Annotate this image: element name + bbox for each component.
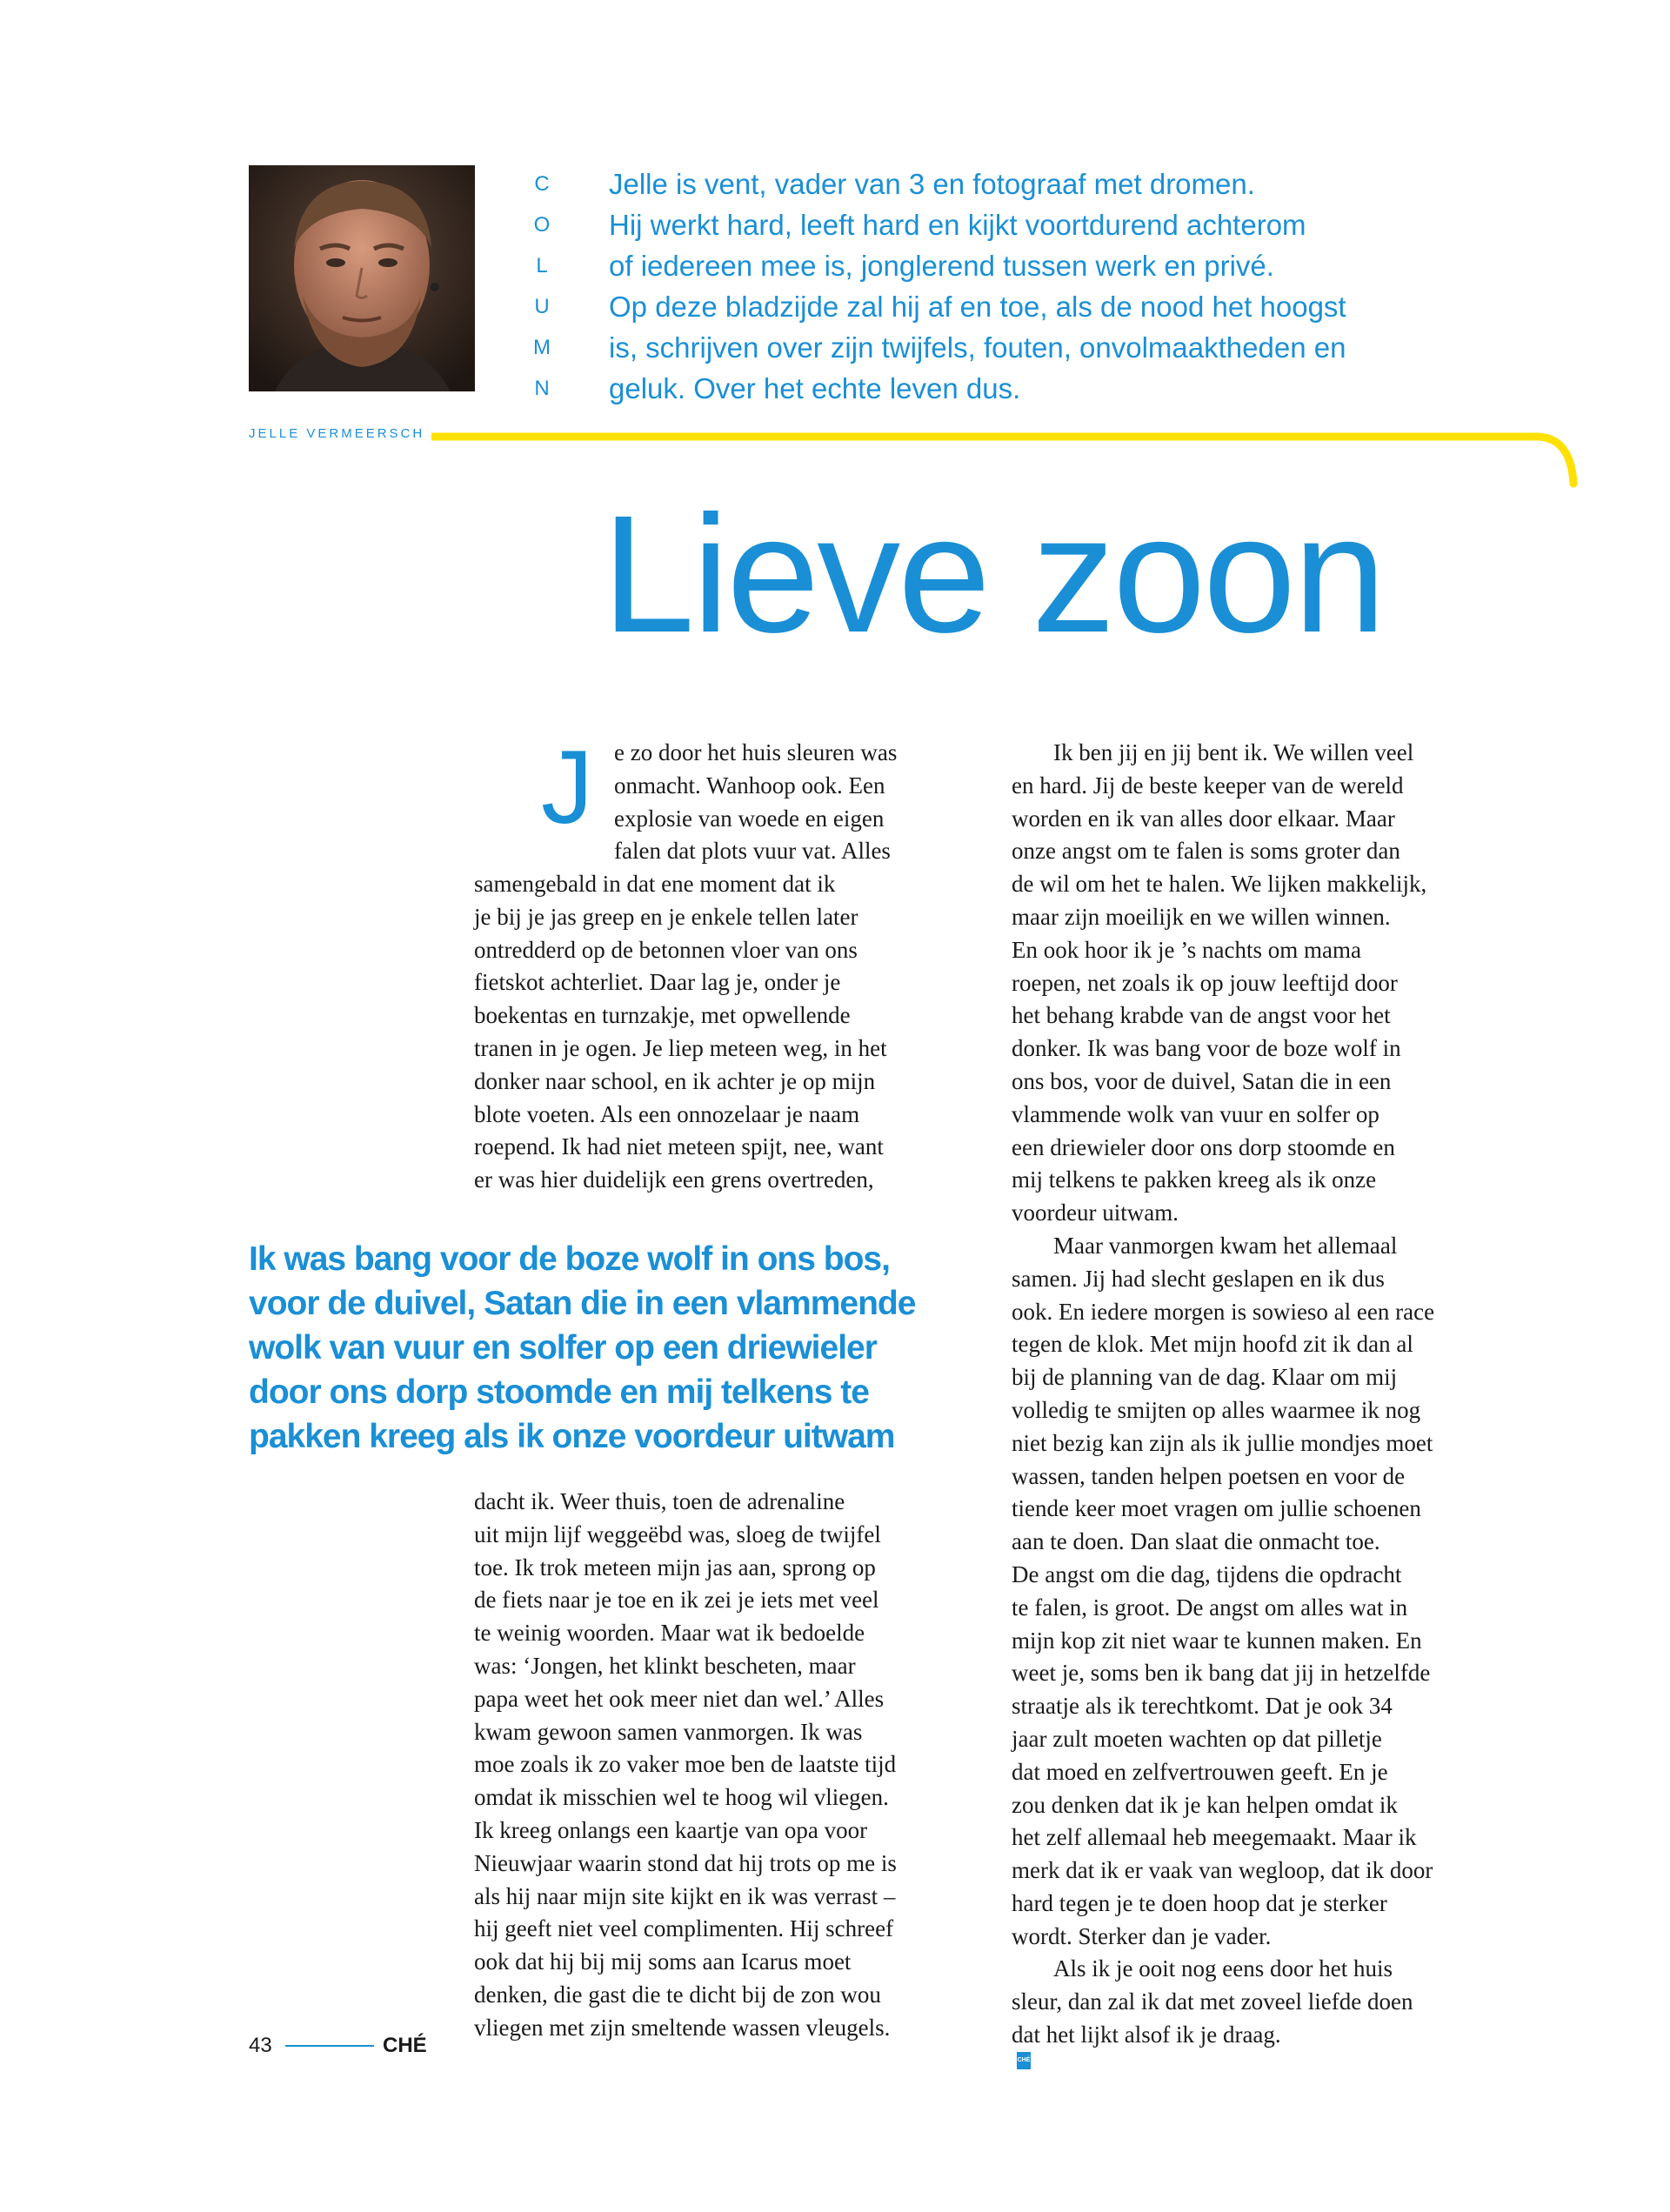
article-headline: Lieve zoon [602,480,1384,667]
pull-quote-line: voor de duivel, Satan die in een vlammende [249,1285,916,1322]
body-line: donker naar school, en ik achter je op mijn [474,1067,876,1094]
body-line: mij telkens te pakken kreeg als ik onze [1012,1166,1377,1193]
body-line: explosie van woede en eigen [614,805,885,832]
body-line: roepen, net zoals ik op jouw leeftijd door [1012,969,1398,996]
body-line: uit mijn lijf weggeëbd was, sloeg de twijfel [474,1520,881,1547]
body-line: ontredderd op de betonnen vloer van ons [474,936,858,963]
column-letter: N [534,377,550,400]
body-line: maar zijn moeilijk en we willen winnen. [1012,903,1391,930]
body-line: te weinig woorden. Maar wat ik bedoelde [474,1620,865,1647]
body-line: kwam gewoon samen vanmorgen. Ik was [474,1718,863,1745]
body-line: samengebald in dat ene moment dat ik [474,871,836,897]
column-letter: M [533,336,551,359]
body-line: falen dat plots vuur vat. Alles [614,838,891,865]
body-line: Maar vanmorgen kwam het allemaal [1053,1232,1398,1259]
body-line: dacht ik. Weer thuis, toen de adrenaline [474,1488,845,1514]
magazine-name: CHÉ [383,2034,427,2057]
body-line: ons bos, voor de duivel, Satan die in een [1012,1067,1392,1094]
left-column-dropcap-lines [614,737,897,868]
body-line: De angst om die dag, tijdens die opdracht [1012,1560,1402,1587]
body-line: de fiets naar je toe en ik zei je iets met veel [474,1587,879,1614]
pull-quote [249,1237,1032,1459]
body-line: tegen de klok. Met mijn hoofd zit ik dan al [1012,1331,1413,1358]
body-line: omdat ik misschien wel te hoog wil vliegen. [474,1784,889,1811]
body-line: merk dat ik er vaak van wegloop, dat ik door [1012,1857,1433,1884]
footer-divider [285,2045,374,2047]
body-line: tiende keer moet vragen om jullie schoenen [1012,1495,1421,1522]
body-line: het zelf allemaal heb meegemaakt. Maar ik [1012,1824,1417,1851]
body-line: Als ik je ooit nog eens door het huis [1053,1955,1393,1982]
intro-line: Hij werkt hard, leeft hard en kijkt voortdurend achterom [609,209,1306,241]
body-line: hard tegen je te doen hoop dat je sterker [1012,1889,1387,1916]
right-column [1012,737,1434,2069]
pull-quote-line: Ik was bang voor de boze wolf in ons bos, [249,1240,890,1278]
column-letter: L [536,254,548,277]
body-line: sleur, dan zal ik dat met zoveel liefde doen [1012,1988,1413,2015]
body-line: je bij je jas greep en je enkele tellen later [474,903,858,930]
body-line: En ook hoor ik je ’s nachts om mama [1012,936,1361,963]
body-line: onze angst om te falen is soms groter dan [1012,838,1400,865]
intro-line: geluk. Over het echte leven dus. [609,372,1021,404]
body-line: en hard. Jij de beste keeper van de wereld [1012,772,1404,799]
body-line: e zo door het huis sleuren was [614,739,898,765]
page-number: 43 [249,2034,272,2057]
body-line: aan te doen. Dan slaat die onmacht toe. [1012,1528,1380,1555]
body-line: als hij naar mijn site kijkt en ik was verrast – [474,1882,896,1909]
body-line: bij de planning van de dag. Klaar om mij [1012,1364,1398,1391]
body-line: straatje als ik terechtkomt. Dat je ook 34 [1012,1693,1393,1720]
body-line: blote voeten. Als een onnozelaar je naam [474,1100,860,1127]
intro-line: Jelle is vent, vader van 3 en fotograaf met dromen. [609,168,1255,200]
body-line: vlammende wolk van vuur en solfer op [1012,1100,1379,1127]
intro-line: Op deze bladzijde zal hij af en toe, als de nood het hoogst [609,291,1346,323]
body-line: fietskot achterliet. Daar lag je, onder je [474,969,841,996]
column-intro [609,164,1461,409]
pull-quote-line: door ons dorp stoomde en mij telkens te [249,1373,869,1411]
body-line: ook. En iedere morgen is sowieso al een race [1012,1298,1435,1325]
body-line: te falen, is groot. De angst om alles wat in [1012,1594,1408,1621]
author-name: JELLE VERMEERSCH [249,426,425,441]
column-letter: O [533,213,551,237]
pull-quote-line: wolk van vuur en solfer op een driewieler [249,1329,877,1367]
intro-line: is, schrijven over zijn twijfels, fouten, onvolmaaktheden en [609,331,1346,364]
body-line: volledig te smijten op alles waarmee ik nog [1012,1396,1421,1423]
left-column-bottom [474,1486,897,2045]
body-line: vliegen met zijn smeltende wassen vleugels. [474,2014,891,2041]
body-line: dat moed en zelfvertrouwen geeft. En je [1012,1758,1388,1785]
body-line: voordeur uitwam. [1012,1200,1179,1226]
left-column-top [474,868,887,1197]
body-line: Ik ben jij en jij bent ik. We willen veel [1053,739,1414,765]
body-line: was: ‘Jongen, het klinkt bescheten, maar [474,1652,856,1679]
body-line: Nieuwjaar waarin stond dat hij trots op me is [474,1849,897,1876]
portrait-image [249,165,475,391]
body-line: jaar zult moeten wachten op dat pilletje [1012,1725,1382,1752]
author-portrait [249,165,475,391]
body-line: mijn kop zit niet waar te kunnen maken. En [1012,1627,1422,1654]
body-line: papa weet het ook meer niet dan wel.’ Alles [474,1685,885,1712]
body-line: wassen, tanden helpen poetsen en voor de [1012,1462,1406,1489]
intro-line: of iedereen mee is, jonglerend tussen werk en privé. [609,250,1274,282]
body-line: ook dat hij bij mij soms aan Icarus moet [474,1948,852,1975]
column-letter: U [534,295,550,318]
body-line-last [1012,2019,1434,2069]
body-line: toe. Ik trok meteen mijn jas aan, sprong op [474,1554,876,1580]
body-line: hij geeft niet veel complimenten. Hij schreef [474,1915,894,1942]
body-line: worden en ik van alles door elkaar. Maar [1012,805,1395,832]
body-line: weet je, soms ben ik bang dat jij in hetzelfde [1012,1660,1431,1687]
body-line: de wil om het te halen. We lijken makkelijk, [1012,871,1427,898]
body-line: Ik kreeg onlangs een kaartje van opa voor [474,1816,868,1843]
body-line: het behang krabde van de angst voor het [1012,1002,1391,1029]
body-line: een driewieler door ons dorp stoomde en [1012,1133,1395,1160]
body-line: niet bezig kan zijn als ik jullie mondjes moet [1012,1429,1433,1456]
body-line: moe zoals ik zo vaker moe ben de laatste tijd [474,1751,897,1778]
column-letter: C [534,172,550,196]
body-line: zou denken dat ik je kan helpen omdat ik [1012,1791,1398,1818]
body-line: roepend. Ik had niet meteen spijt, nee, want [474,1133,884,1160]
body-line: dat het lijkt alsof ik je draag. [1012,2022,1281,2048]
body-line: er was hier duidelijk een grens overtreden, [474,1166,874,1193]
body-line: donker. Ik was bang voor de boze wolf in [1012,1035,1401,1062]
body-line: tranen in je ogen. Je liep meteen weg, in het [474,1034,887,1061]
body-line: boekentas en turnzakje, met opwellende [474,1002,851,1029]
pull-quote-line: pakken kreeg als ik onze voordeur uitwam [249,1418,895,1455]
body-line: denken, die gast die te dicht bij de zon wou [474,1981,881,2008]
drop-cap: J [541,729,593,845]
body-line: samen. Jij had slecht geslapen en ik dus [1012,1265,1385,1292]
end-mark-icon: CHÉ [1017,2052,1031,2069]
body-line: wordt. Sterker dan je vader. [1012,1922,1272,1949]
column-label [529,164,555,409]
body-line: onmacht. Wanhoop ook. Een [614,772,885,799]
